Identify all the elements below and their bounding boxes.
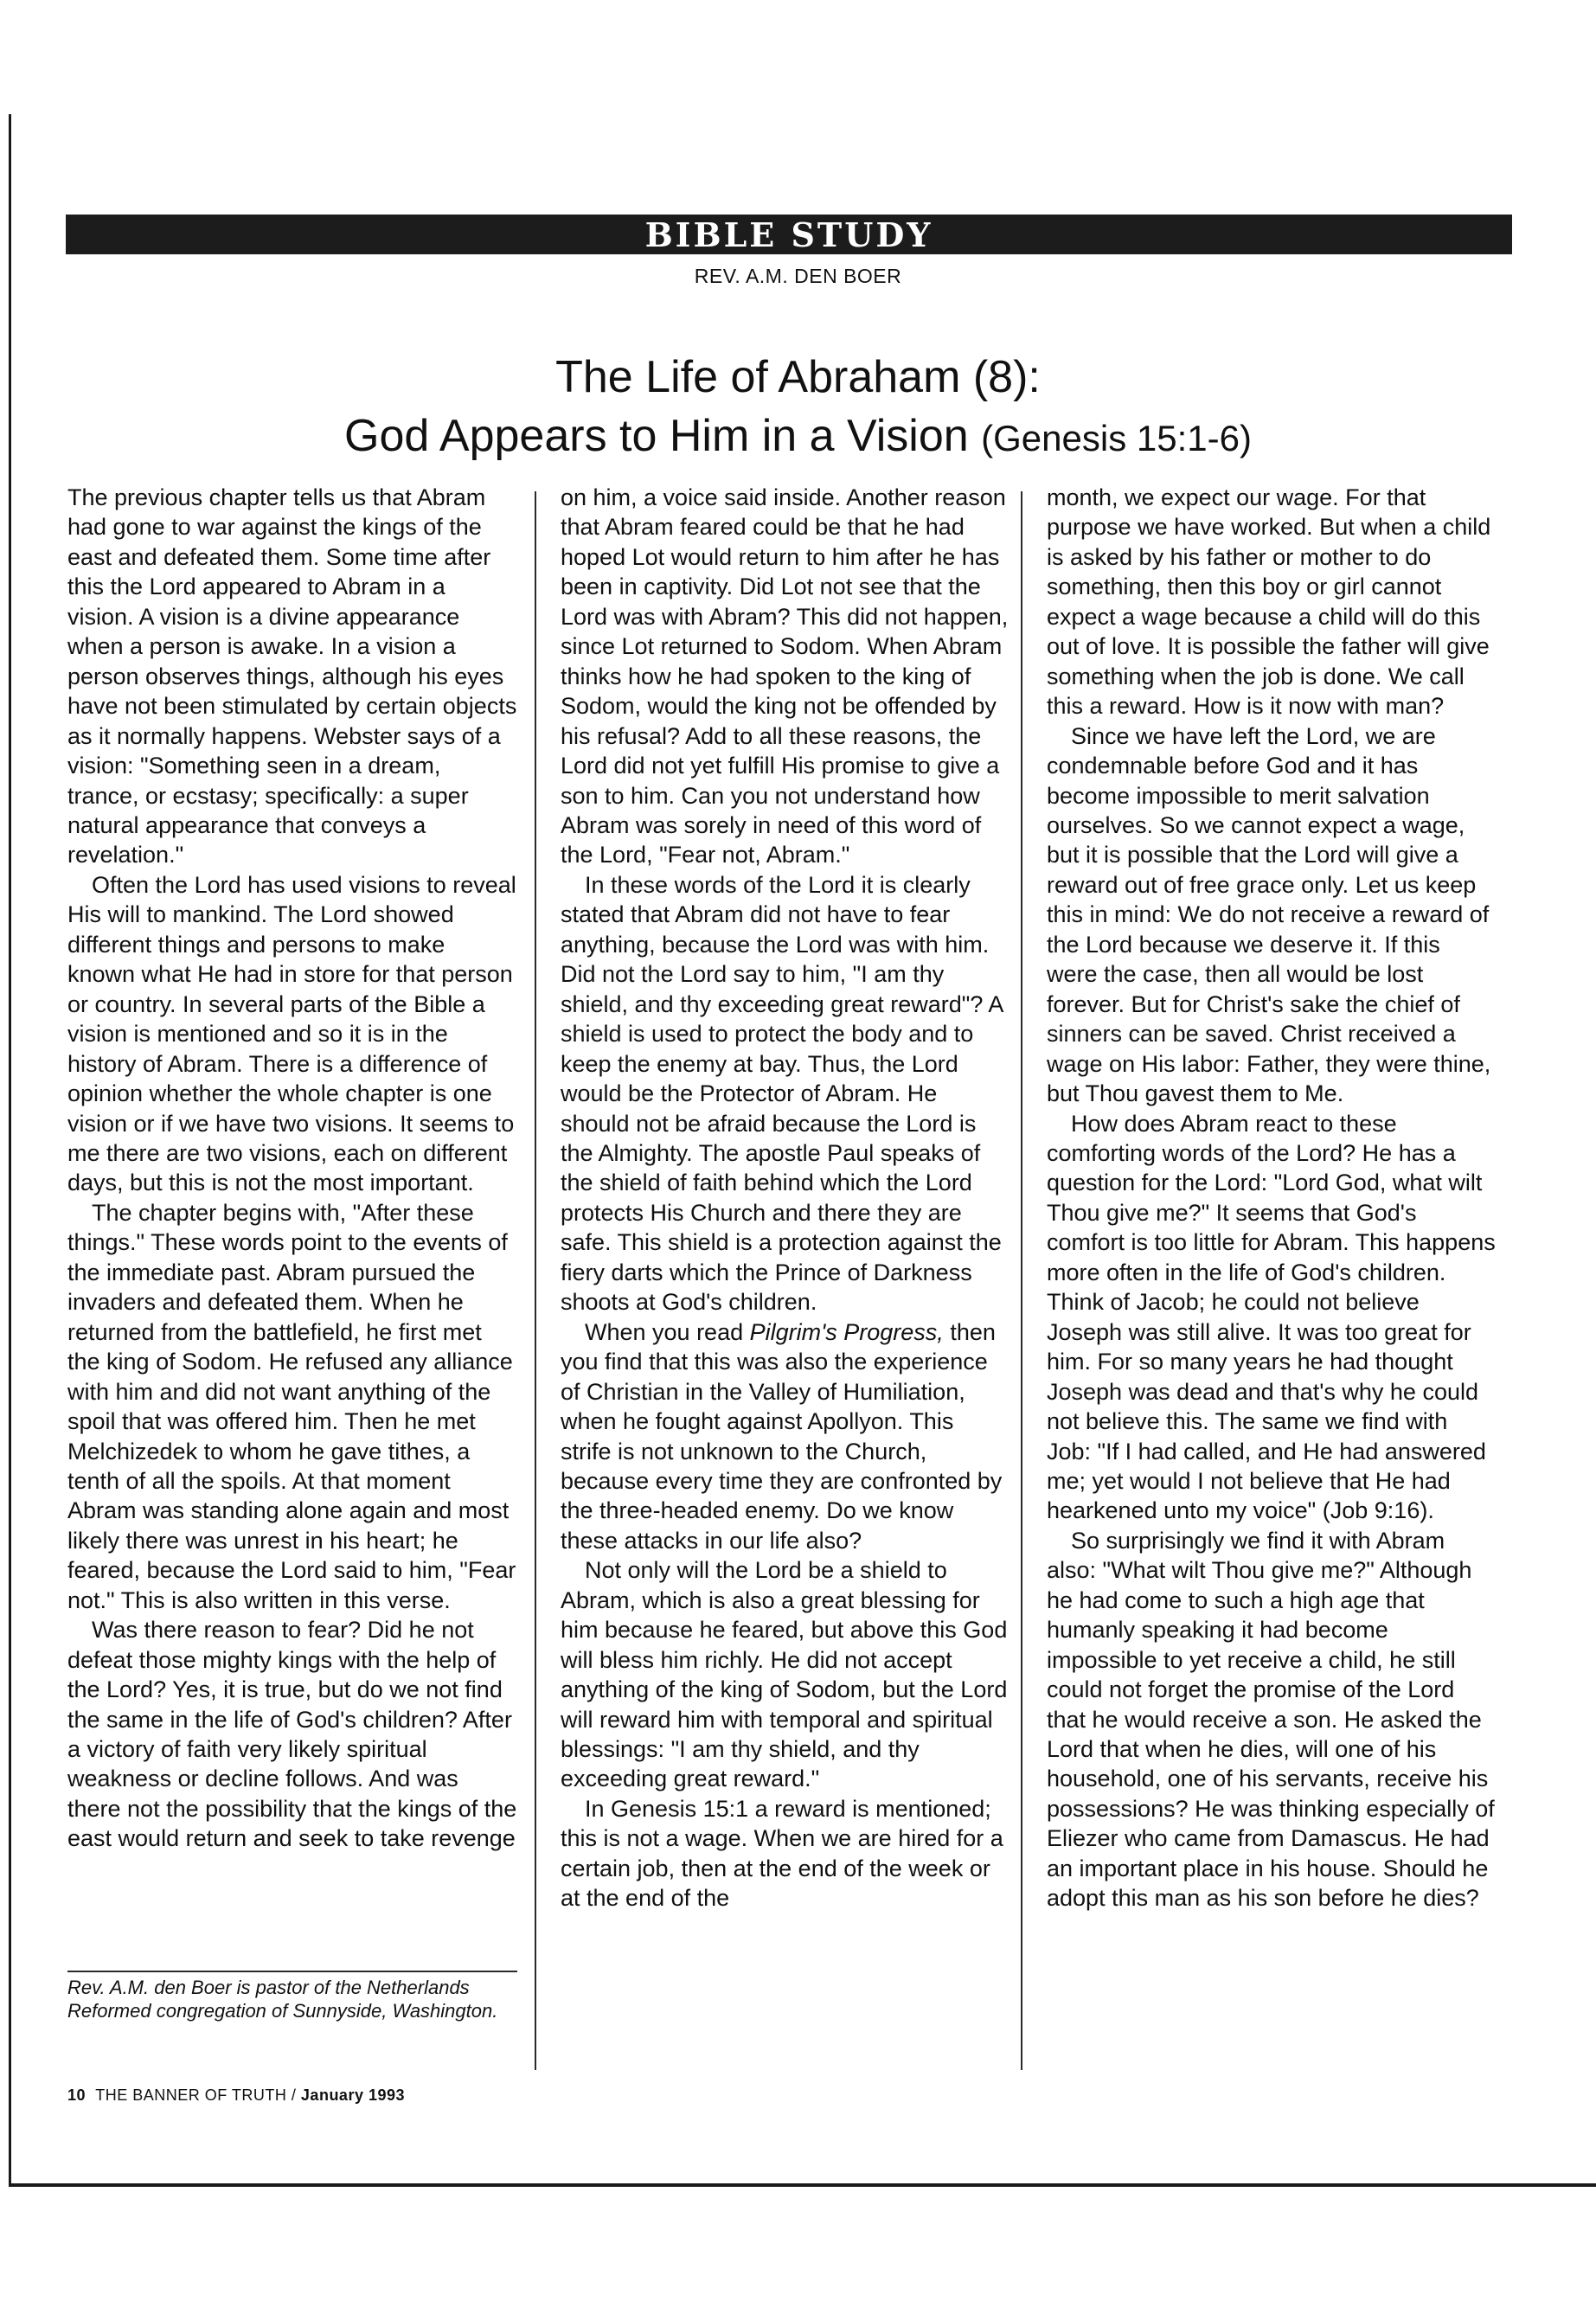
section-label: BIBLE STUDY [644, 215, 933, 254]
page-bottom-edge [9, 2183, 1596, 2187]
paragraph-text: When you read [585, 1318, 750, 1345]
paragraph: The previous chapter tells us that Abram had gone to war against the kings of the east and defeated them. Some time after this the Lord appeared to Abram in a vision. A vision is a divine appearance when a person is awake. In a vision a person observes things, although his eyes have not been stimulated by certain objects as it normally happens. Webster says of a vision: "Something seen in a dream, trance, or ecstasy; specifically: a super natural appearance that conveys a revelation." [67, 484, 517, 868]
author-byline: REV. A.M. DEN BOER [694, 265, 902, 287]
paragraph: Not only will the Lord be a shield to Abram, which is also a great blessing for him because he feared, but above this God will bless him richly. He did not accept anything of the king of Sodom, but the Lord will reward him with temporal and spiritual blessings: "I am thy shield, and thy exceeding great reward." [561, 1557, 1008, 1792]
paragraph: In these words of the Lord it is clearly stated that Abram did not have to fear anything, because the Lord was with him. Did not the Lord say to him, "I am thy shield, and thy exceeding great reward"? A shield is used to protect the body and to keep the enemy at bay. Thus, the Lord would be the Protector of Abram. He should not be afraid because the Lord is the Almighty. The apostle Paul speaks of the shield of faith behind which the Lord protects His Church and there they are safe. This shield is a protection against the fiery darts which the Prince of Darkness shoots at God's children. [561, 871, 1003, 1316]
page-number: 10 [67, 2086, 87, 2104]
paragraph [561, 1317, 1010, 1556]
text-column-1 [67, 483, 517, 1854]
page-footer [67, 2086, 405, 2105]
page-margin-top [0, 0, 1596, 114]
section-banner [66, 215, 1512, 254]
column-divider [535, 491, 536, 2070]
paragraph: on him, a voice said inside. Another reason that Abram feared could be that he had hoped Lot would return to him after he has been in captivity. Did Lot not see that the Lord was with Abram? This did not happen, since Lot returned to Sodom. When Abram thinks how he had spoken to the king of Sodom, would the king not be offended by his refusal? Add to all these reasons, the Lord did not yet fulfill His promise to give a son to him. Can you not understand how Abram was sorely in need of this word of the Lord, "Fear not, Abram." [561, 484, 1009, 868]
author-footnote: Rev. A.M. den Boer is pastor of the Netherlands Reformed congregation of Sunnyside, Washington. [67, 1977, 498, 2022]
footnote-divider [67, 1971, 517, 1972]
paragraph-text: then you find that this was also the experience of Christian in the Valley of Humiliation, when he fought against Apollyon. This strife is not unknown to the Church, because every time they are confronted by the three-headed enemy. Do we know these attacks in our life also? [561, 1318, 1003, 1554]
paragraph: So surprisingly we find it with Abram also: "What wilt Thou give me?" Although he had come to such a high age that humanly speaking it had become impossible to yet receive a child, he still could not forget the promise of the Lord that he would receive a son. He asked the Lord that when he dies, will one of his household, one of his servants, receive his possessions? He was thinking especially of Eliezer who came from Damascus. He had an important place in his house. Should he adopt this man as his son before he dies? [1047, 1527, 1495, 1912]
book-title: Pilgrim's Progress, [749, 1318, 944, 1345]
paragraph: Was there reason to fear? Did he not defeat those mighty kings with the help of the Lord? Yes, it is true, but do we not find the same in the life of God's children? After a victory of faith very likely spiritual weakness or decline follows. And was there not the possibility that the kings of the east would return and seek to take revenge [67, 1617, 517, 1852]
text-column-2 [561, 483, 1010, 1913]
article-subtitle [0, 412, 1596, 461]
paragraph: The chapter begins with, "After these things." These words point to the events of the immediate past. Abram pursued the invaders and defeated them. When he returned from the battlefield, he first met the king of Sodom. He refused any alliance with him and did not want anything of the spoil that was offered him. Then he met Melchizedek to whom he gave tithes, a tenth of all the spoils. At that moment Abram was standing alone again and most likely there was unrest in his heart; he feared, because the Lord said to him, "Fear not." This is also written in this verse. [67, 1199, 516, 1613]
article-title: The Life of Abraham (8): [555, 352, 1041, 402]
column-divider [1021, 491, 1022, 2070]
text-column-3 [1047, 483, 1497, 1913]
paragraph: How does Abram react to these comforting words of the Lord? He has a question for the Lord: "Lord God, what wilt Thou give me?" It seems that God's comfort is too little for Abram. This happens more often in the life of God's children. Think of Jacob; he could not believe Joseph was still alive. It was too great for him. For so many years he had thought Joseph was dead and that's why he could not believe this. The same we find with Job: "If I had called, and He had answered me; yet would I not believe that He had hearkened unto my voice" (Job 9:16). [1047, 1110, 1496, 1524]
paragraph: Often the Lord has used visions to reveal His will to mankind. The Lord showed different things and persons to make known what He had in store for that person or country. In several parts of the Bible a vision is mentioned and so it is in the history of Abram. There is a difference of opinion whether the whole chapter is one vision or if we have two visions. It seems to me there are two visions, each on different days, but this is not the most important. [67, 871, 516, 1196]
scripture-reference: (Genesis 15:1-6) [981, 418, 1252, 458]
paragraph: month, we expect our wage. For that purpose we have worked. But when a child is asked by his father or mother to do something, then this boy or girl cannot expect a wage because a child will do this out of love. It is possible the father will give something when the job is done. We call this a reward. How is it now with man? [1047, 484, 1491, 720]
article-subtitle-main: God Appears to Him in a Vision [344, 411, 969, 461]
publication-name: THE BANNER OF TRUTH / [95, 2086, 297, 2104]
paragraph: Since we have left the Lord, we are condemnable before God and it has become impossible to merit salvation ourselves. So we cannot expect a wage, but it is possible that the Lord will give a reward out of free grace only. Let us keep this in mind: We do not receive a reward of the Lord because we deserve it. If this were the case, then all would be lost forever. But for Christ's sake the chief of sinners can be saved. Christ received a wage on His labor: Father, they were thine, but Thou gavest them to Me. [1047, 722, 1491, 1107]
issue-date: January 1993 [300, 2086, 406, 2104]
paragraph: In Genesis 15:1 a reward is mentioned; this is not a wage. When we are hired for a certain job, then at the end of the week or at the end of the [561, 1795, 1003, 1912]
